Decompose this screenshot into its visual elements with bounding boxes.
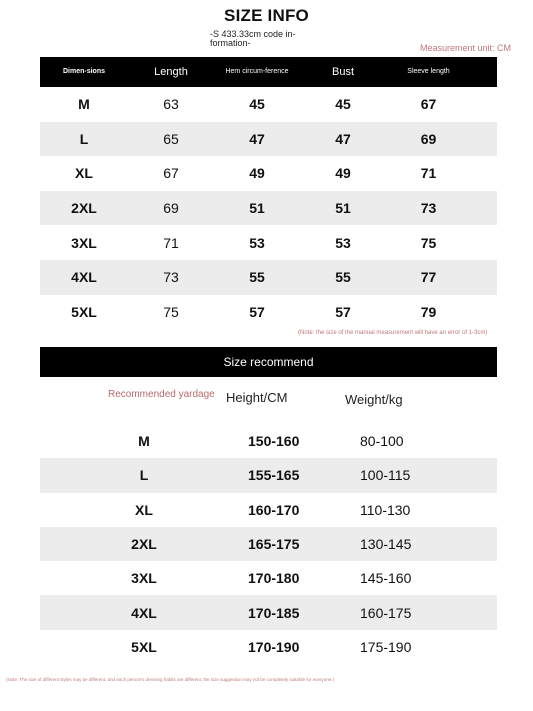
cell-bust: 45 bbox=[335, 96, 351, 113]
measurement-note: (Note: the size of the manual measurement will have an error of 1-3cm) bbox=[298, 330, 488, 336]
table-row bbox=[40, 295, 497, 330]
table-row bbox=[40, 630, 497, 664]
cell-size: 3XL bbox=[131, 570, 157, 587]
cell-size: L bbox=[79, 130, 89, 147]
cell-weight: 130-145 bbox=[360, 536, 412, 553]
cell-hem: 47 bbox=[249, 130, 265, 147]
cell-bust: 51 bbox=[335, 200, 351, 217]
cell-size: 4XL bbox=[131, 604, 157, 621]
table-row bbox=[40, 561, 497, 595]
cell-weight: 145-160 bbox=[360, 570, 412, 587]
cell-length: 69 bbox=[163, 200, 179, 217]
cell-sleeve: 71 bbox=[420, 165, 437, 182]
cell-size: 2XL bbox=[131, 536, 157, 553]
cell-size: 5XL bbox=[131, 638, 157, 655]
table-row bbox=[40, 595, 497, 629]
cell-size: M bbox=[138, 433, 150, 450]
cell-hem: 45 bbox=[249, 96, 265, 113]
cell-bust: 47 bbox=[335, 130, 351, 147]
cell-length: 71 bbox=[163, 234, 179, 251]
code-info-subtitle: -S 433.33cm code in-formation- bbox=[210, 29, 296, 48]
header-height: Height/CM bbox=[226, 390, 288, 405]
cell-hem: 51 bbox=[249, 200, 265, 217]
recommend-header bbox=[40, 386, 497, 416]
cell-bust: 55 bbox=[335, 269, 351, 286]
cell-sleeve: 77 bbox=[420, 269, 437, 286]
table-row bbox=[40, 458, 497, 492]
cell-bust: 49 bbox=[335, 165, 351, 182]
cell-hem: 57 bbox=[249, 303, 265, 320]
table-row bbox=[40, 225, 497, 260]
cell-height: 170-190 bbox=[248, 638, 300, 655]
cell-size: M bbox=[78, 96, 90, 113]
table-row bbox=[40, 493, 497, 527]
cell-hem: 49 bbox=[249, 165, 265, 182]
cell-hem: 55 bbox=[249, 269, 265, 286]
cell-bust: 57 bbox=[335, 303, 351, 320]
cell-size: 4XL bbox=[71, 269, 97, 286]
cell-size: 2XL bbox=[71, 200, 97, 217]
cell-size: 5XL bbox=[71, 303, 97, 320]
table-row bbox=[40, 122, 497, 157]
size-table bbox=[40, 57, 497, 329]
page-title: SIZE INFO bbox=[224, 6, 309, 25]
cell-size: L bbox=[139, 467, 149, 484]
cell-length: 73 bbox=[163, 269, 179, 286]
table-row bbox=[40, 424, 497, 458]
cell-sleeve: 75 bbox=[420, 234, 437, 251]
cell-height: 170-180 bbox=[248, 570, 300, 587]
cell-height: 150-160 bbox=[248, 433, 300, 450]
cell-weight: 160-175 bbox=[360, 604, 412, 621]
cell-length: 67 bbox=[163, 165, 179, 182]
cell-weight: 100-115 bbox=[360, 467, 411, 484]
table-row bbox=[40, 527, 497, 561]
cell-height: 170-185 bbox=[248, 604, 300, 621]
cell-bust: 53 bbox=[335, 234, 351, 251]
cell-length: 63 bbox=[163, 96, 179, 113]
cell-sleeve: 73 bbox=[420, 200, 437, 217]
cell-size: 3XL bbox=[71, 234, 97, 251]
size-recommend-bar: Size recommend bbox=[40, 347, 497, 377]
table-row bbox=[40, 260, 497, 295]
cell-height: 155-165 bbox=[248, 467, 300, 484]
header-recommended-yardage: Recommended yardage bbox=[108, 389, 215, 400]
cell-length: 75 bbox=[163, 303, 179, 320]
cell-sleeve: 69 bbox=[420, 130, 437, 147]
header-length: Length bbox=[154, 66, 188, 78]
cell-hem: 53 bbox=[249, 234, 265, 251]
header-hem: Hem circum-ference bbox=[225, 68, 289, 75]
header-dimensions: Dimen-sions bbox=[62, 68, 105, 75]
cell-size: XL bbox=[75, 165, 93, 182]
measurement-unit: Measurement unit: CM bbox=[419, 43, 511, 53]
cell-weight: 110-130 bbox=[360, 501, 411, 518]
cell-height: 160-170 bbox=[248, 501, 300, 518]
cell-sleeve: 79 bbox=[420, 303, 437, 320]
footer-note: (Note: The size of different styles may be different, and each person's dressing habits are different, the size suggestion may not be completely suitable for everyone.) bbox=[6, 677, 334, 682]
table-row bbox=[40, 87, 497, 122]
cell-sleeve: 67 bbox=[420, 96, 437, 113]
cell-weight: 80-100 bbox=[360, 433, 404, 450]
cell-weight: 175-190 bbox=[360, 638, 412, 655]
cell-length: 65 bbox=[163, 130, 179, 147]
recommend-table bbox=[40, 424, 497, 664]
size-table-header bbox=[40, 57, 497, 87]
header-sleeve: Sleeve length bbox=[407, 68, 450, 75]
table-row bbox=[40, 156, 497, 191]
cell-height: 165-175 bbox=[248, 536, 300, 553]
header-weight: Weight/kg bbox=[345, 392, 403, 407]
header-bust: Bust bbox=[331, 66, 354, 78]
cell-size: XL bbox=[135, 501, 153, 518]
table-row bbox=[40, 191, 497, 226]
